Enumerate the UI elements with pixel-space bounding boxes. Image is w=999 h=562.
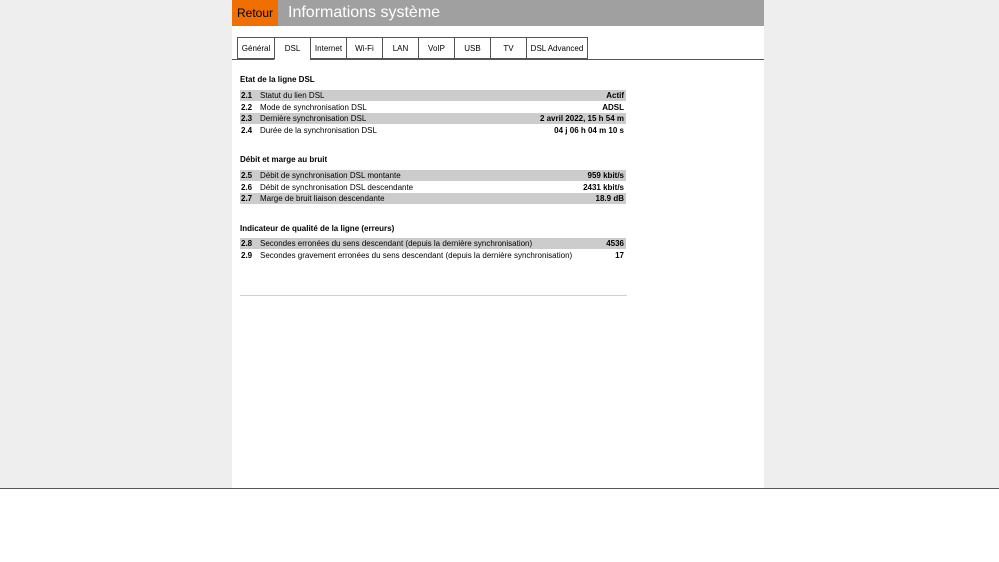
row-value: 18.9 dB <box>595 194 624 203</box>
row-number: 2.5 <box>241 171 253 180</box>
row-label: Dernière synchronisation DSL <box>260 114 367 123</box>
info-row <box>240 102 626 113</box>
row-label: Statut du lien DSL <box>260 91 325 100</box>
row-label: Débit de synchronisation DSL montante <box>260 171 401 180</box>
section-title-line-quality: Indicateur de qualité de la ligne (erreurs) <box>240 224 395 233</box>
info-row <box>240 238 626 249</box>
row-label: Mode de synchronisation DSL <box>260 103 367 112</box>
header-bar <box>232 0 764 26</box>
row-number: 2.8 <box>241 239 253 248</box>
tab-general[interactable]: Général <box>237 37 274 59</box>
tab-dsl[interactable]: DSL <box>274 37 310 60</box>
section-title-line-state: Etat de la ligne DSL <box>240 75 315 84</box>
tab-usb[interactable]: USB <box>454 37 490 59</box>
tab-bar <box>237 37 588 60</box>
tab-lan[interactable]: LAN <box>382 37 418 59</box>
row-number: 2.7 <box>241 194 253 203</box>
row-value: ADSL <box>602 103 624 112</box>
row-label: Durée de la synchronisation DSL <box>260 126 377 135</box>
row-label: Secondes gravement erronées du sens descendant (depuis la dernière synchronisation) <box>260 251 573 260</box>
row-value: 2431 kbit/s <box>583 183 624 192</box>
tab-tv[interactable]: TV <box>490 37 526 59</box>
row-number: 2.9 <box>241 251 253 260</box>
row-number: 2.4 <box>241 126 253 135</box>
tab-wifi[interactable]: Wi-Fi <box>346 37 382 59</box>
info-row <box>240 90 626 101</box>
info-row <box>240 182 626 193</box>
row-value: 2 avril 2022, 15 h 54 m <box>539 114 624 123</box>
page-title: Informations système <box>288 4 441 21</box>
row-value: 17 <box>615 251 624 260</box>
main-panel <box>232 0 764 488</box>
row-label: Débit de synchronisation DSL descendante <box>260 183 414 192</box>
content-divider <box>240 295 627 296</box>
info-row <box>240 113 626 124</box>
info-row <box>240 193 626 204</box>
row-value: 04 j 06 h 04 m 10 s <box>554 126 624 135</box>
row-number: 2.2 <box>241 103 253 112</box>
info-row <box>240 170 626 181</box>
info-row <box>240 250 626 261</box>
tab-dsl-advanced[interactable]: DSL Advanced <box>526 37 588 59</box>
section-title-rate-noise: Débit et marge au bruit <box>240 155 328 164</box>
row-value: Actif <box>606 91 624 100</box>
row-value: 959 kbit/s <box>587 171 624 180</box>
back-button[interactable]: Retour <box>232 0 278 26</box>
row-number: 2.6 <box>241 183 253 192</box>
row-label: Marge de bruit liaison descendante <box>260 194 385 203</box>
info-row <box>240 125 626 136</box>
row-value: 4536 <box>606 239 624 248</box>
tab-internet[interactable]: Internet <box>310 37 346 59</box>
row-label: Secondes erronées du sens descendant (depuis la dernière synchronisation) <box>260 239 533 248</box>
row-number: 2.3 <box>241 114 253 123</box>
row-number: 2.1 <box>241 91 253 100</box>
tab-voip[interactable]: VoIP <box>418 37 454 59</box>
